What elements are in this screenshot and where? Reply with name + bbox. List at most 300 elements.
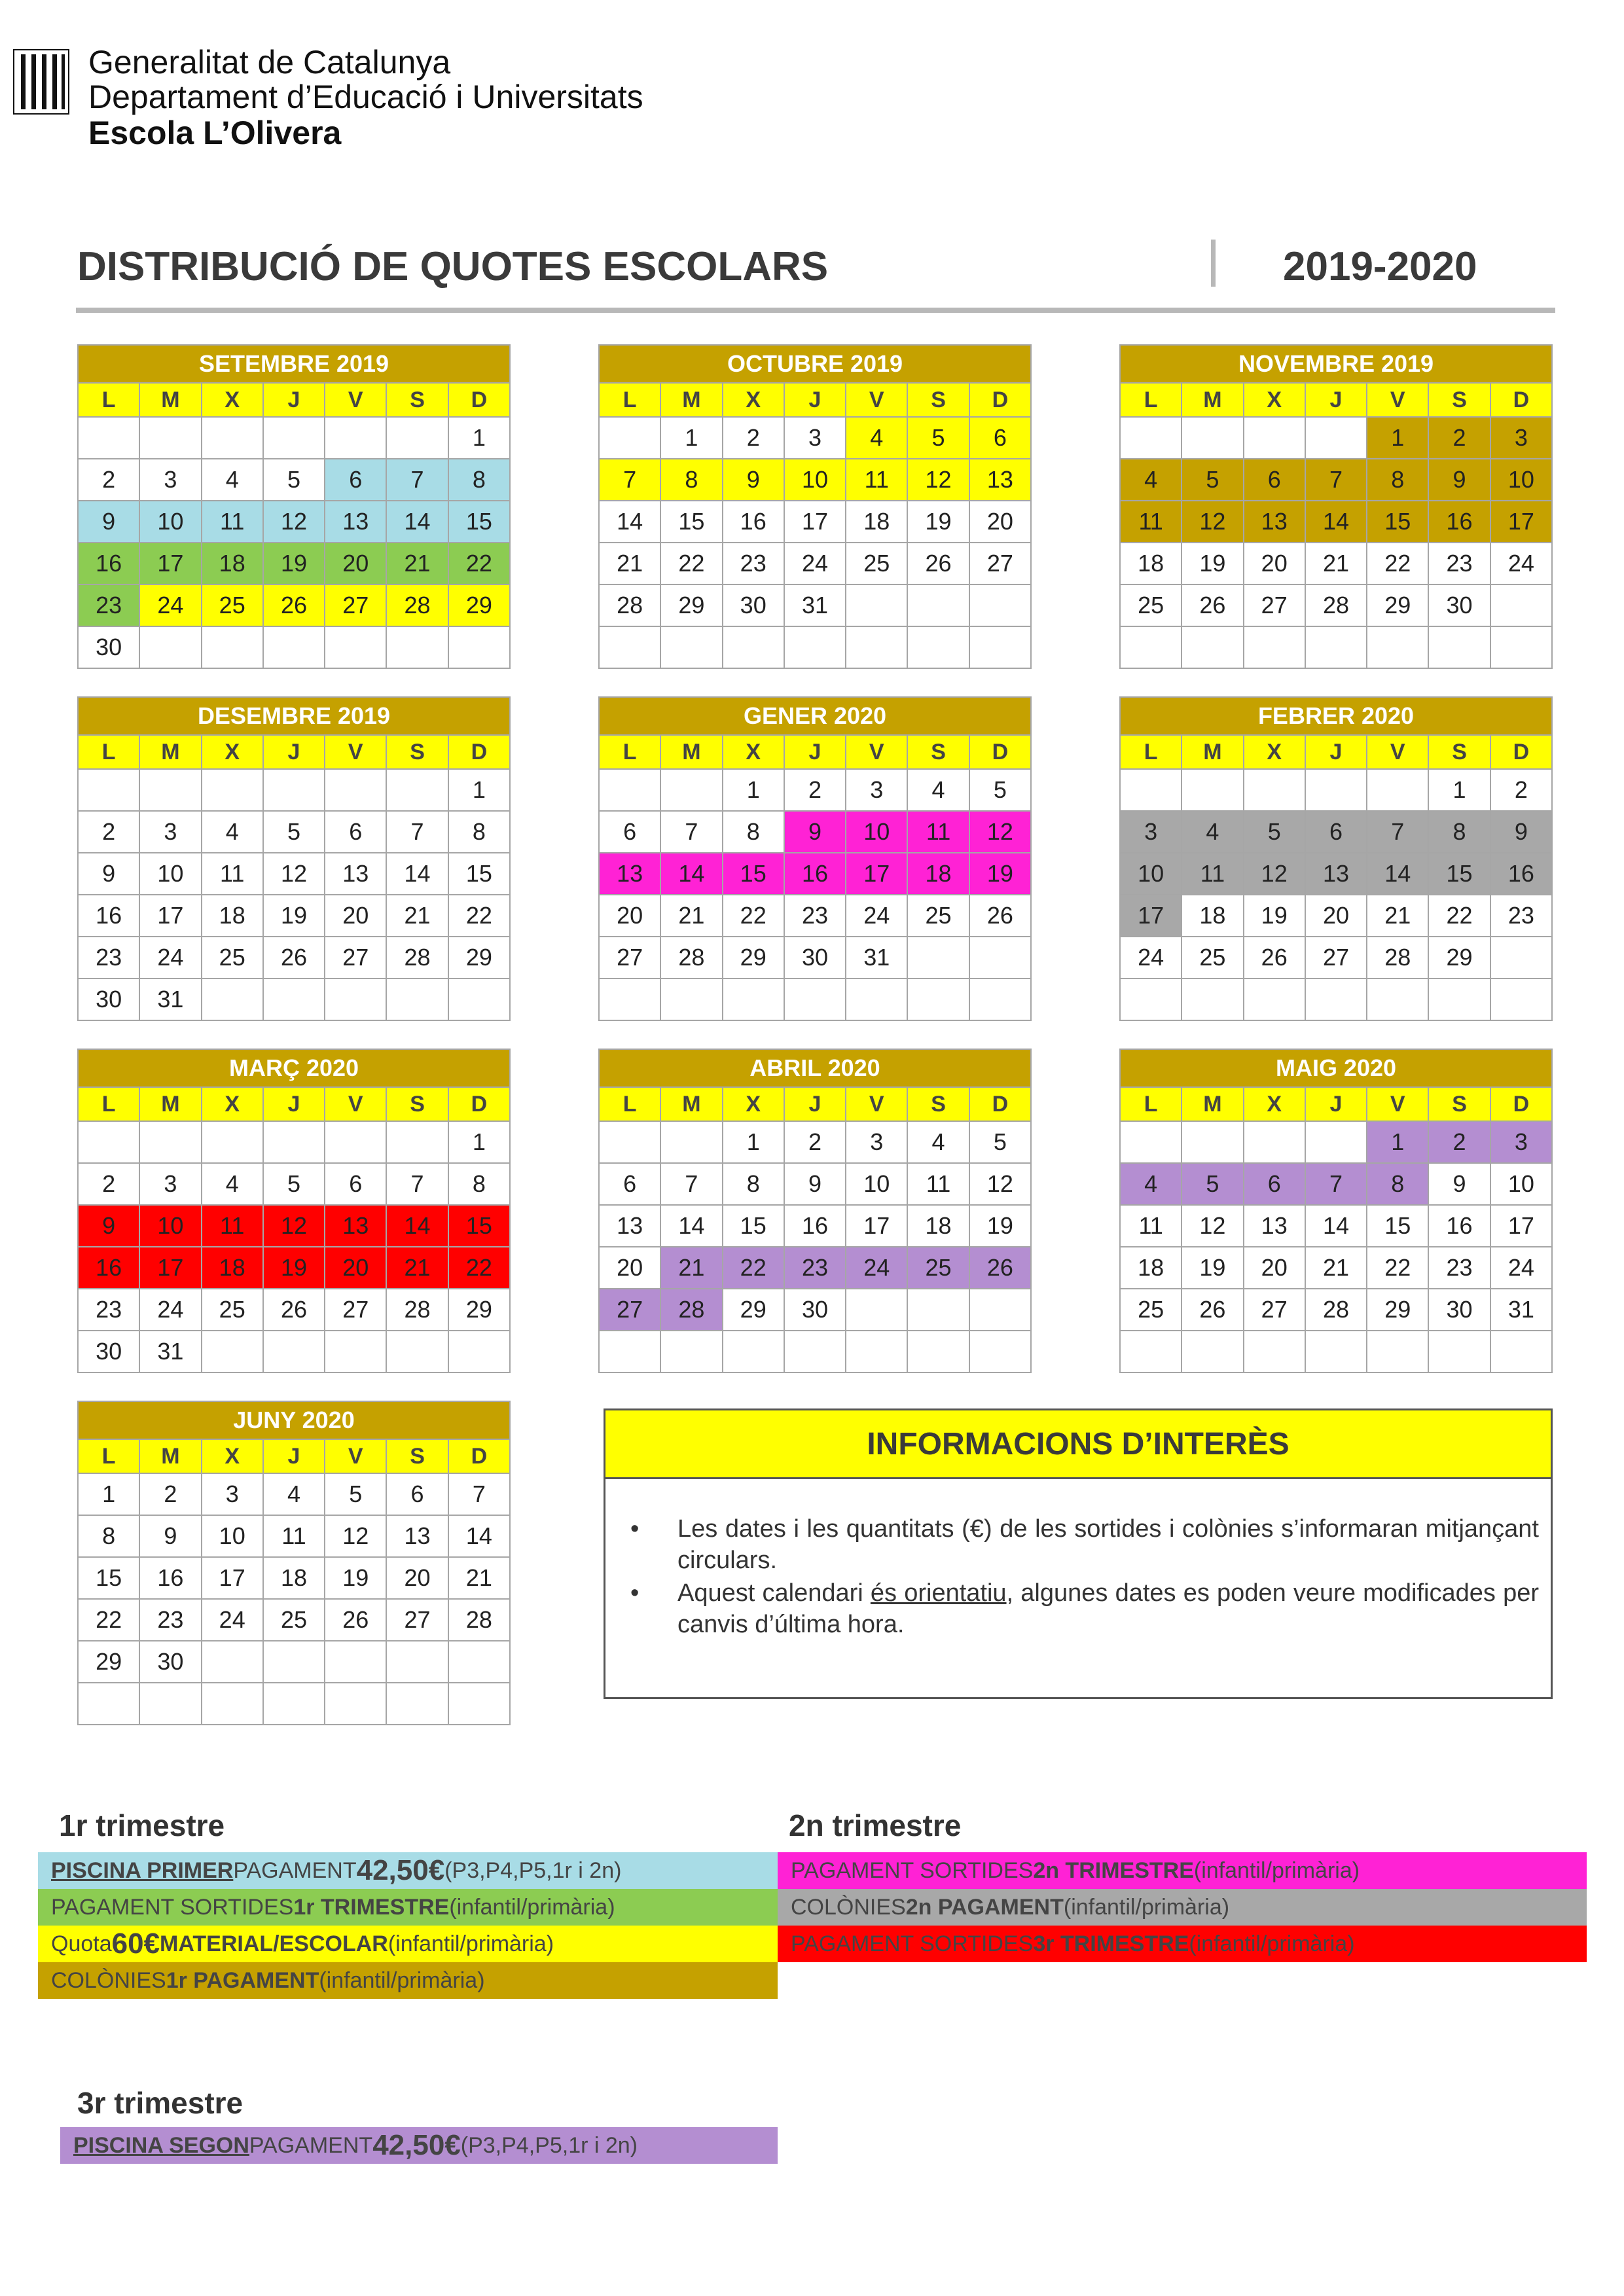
calendar-maig-2020 [1119, 1049, 1553, 1373]
day-cell: 1 [1367, 417, 1428, 459]
empty-cell [202, 1683, 263, 1725]
month-name: MAIG 2020 [1120, 1049, 1552, 1087]
weekday-header: M [139, 1439, 201, 1473]
empty-cell [448, 978, 510, 1020]
day-cell: 7 [386, 811, 448, 853]
empty-cell [448, 1331, 510, 1372]
day-cell: 7 [1305, 1163, 1367, 1205]
weekday-header: X [723, 383, 784, 417]
day-cell: 2 [723, 417, 784, 459]
day-cell: 1 [448, 769, 510, 811]
day-cell: 28 [660, 1289, 722, 1331]
empty-cell [907, 584, 969, 626]
legend-text: PAGAMENT [249, 2132, 373, 2158]
day-cell: 17 [784, 501, 846, 543]
calendar-desembre-2019 [77, 696, 511, 1021]
weekday-header: L [599, 735, 660, 769]
day-cell: 29 [448, 584, 510, 626]
day-cell: 24 [846, 1247, 907, 1289]
day-cell: 9 [78, 1205, 139, 1247]
day-cell: 29 [1367, 584, 1428, 626]
day-cell: 29 [660, 584, 722, 626]
day-cell: 20 [325, 543, 386, 584]
day-cell: 20 [1305, 895, 1367, 937]
empty-cell [202, 1121, 263, 1163]
empty-cell [448, 626, 510, 668]
day-cell: 3 [784, 417, 846, 459]
weekday-header: S [386, 1087, 448, 1121]
day-cell: 30 [78, 1331, 139, 1372]
calendar-table [1119, 1049, 1553, 1373]
day-cell: 31 [1490, 1289, 1552, 1331]
weekday-header: J [1305, 735, 1367, 769]
weekday-header: S [386, 1439, 448, 1473]
day-cell: 3 [846, 769, 907, 811]
day-cell: 5 [1244, 811, 1305, 853]
day-cell: 5 [907, 417, 969, 459]
day-cell: 6 [325, 459, 386, 501]
day-cell: 2 [1490, 769, 1552, 811]
day-cell: 18 [846, 501, 907, 543]
weekday-header: D [448, 735, 510, 769]
day-cell: 28 [1305, 1289, 1367, 1331]
day-cell: 28 [386, 584, 448, 626]
day-cell: 13 [599, 853, 660, 895]
empty-cell [386, 1121, 448, 1163]
empty-cell [1428, 626, 1490, 668]
day-cell: 16 [78, 1247, 139, 1289]
day-cell: 5 [969, 769, 1031, 811]
day-cell: 20 [386, 1557, 448, 1599]
empty-cell [78, 417, 139, 459]
day-cell: 15 [448, 853, 510, 895]
empty-cell [660, 978, 722, 1020]
empty-cell [1490, 626, 1552, 668]
legend-text: (infantil/primària) [1063, 1894, 1230, 1920]
day-cell: 11 [202, 1205, 263, 1247]
day-cell: 9 [1428, 459, 1490, 501]
weekday-header: J [263, 383, 325, 417]
weekday-header: L [1120, 383, 1182, 417]
day-cell: 18 [1182, 895, 1243, 937]
weekday-header: L [1120, 1087, 1182, 1121]
day-cell: 24 [784, 543, 846, 584]
catalan-flag-logo-icon [13, 49, 69, 115]
day-cell: 15 [448, 501, 510, 543]
legend-text: PAGAMENT [233, 1857, 357, 1883]
day-cell: 16 [784, 853, 846, 895]
day-cell: 9 [723, 459, 784, 501]
day-cell: 12 [325, 1515, 386, 1557]
day-cell: 12 [907, 459, 969, 501]
empty-cell [1244, 1121, 1305, 1163]
day-cell: 24 [1490, 543, 1552, 584]
empty-cell [1182, 626, 1243, 668]
empty-cell [599, 978, 660, 1020]
empty-cell [599, 1121, 660, 1163]
weekday-header: D [448, 383, 510, 417]
day-cell: 28 [1305, 584, 1367, 626]
empty-cell [386, 978, 448, 1020]
day-cell: 7 [1305, 459, 1367, 501]
empty-cell [1182, 417, 1243, 459]
empty-cell [325, 769, 386, 811]
day-cell: 17 [846, 853, 907, 895]
section-2n-trimestre: 2n trimestre [789, 1808, 962, 1842]
empty-cell [969, 584, 1031, 626]
day-cell: 7 [660, 811, 722, 853]
empty-cell [202, 769, 263, 811]
day-cell: 22 [448, 895, 510, 937]
day-cell: 5 [263, 1163, 325, 1205]
day-cell: 22 [448, 1247, 510, 1289]
day-cell: 28 [660, 937, 722, 978]
day-cell: 2 [78, 811, 139, 853]
day-cell: 10 [1120, 853, 1182, 895]
calendar-table [598, 1049, 1032, 1373]
weekday-header: X [202, 735, 263, 769]
legend-text: (infantil/primària) [319, 1967, 485, 1993]
empty-cell [969, 1289, 1031, 1331]
day-cell: 22 [1367, 1247, 1428, 1289]
empty-cell [599, 769, 660, 811]
empty-cell [263, 1641, 325, 1683]
day-cell: 12 [1244, 853, 1305, 895]
day-cell: 29 [448, 937, 510, 978]
day-cell: 13 [325, 853, 386, 895]
day-cell: 18 [263, 1557, 325, 1599]
day-cell: 1 [1428, 769, 1490, 811]
day-cell: 8 [1367, 459, 1428, 501]
day-cell: 24 [139, 1289, 201, 1331]
calendar-novembre-2019 [1119, 344, 1553, 669]
empty-cell [969, 1331, 1031, 1372]
empty-cell [846, 1289, 907, 1331]
day-cell: 20 [1244, 1247, 1305, 1289]
day-cell: 21 [1305, 543, 1367, 584]
empty-cell [1182, 1331, 1243, 1372]
day-cell: 21 [1305, 1247, 1367, 1289]
day-cell: 22 [78, 1599, 139, 1641]
day-cell: 7 [386, 459, 448, 501]
day-cell: 17 [139, 543, 201, 584]
legend-bold: 2n PAGAMENT [905, 1894, 1064, 1920]
empty-cell [1305, 1331, 1367, 1372]
day-cell: 13 [969, 459, 1031, 501]
day-cell: 3 [139, 811, 201, 853]
empty-cell [202, 978, 263, 1020]
month-name: OCTUBRE 2019 [599, 345, 1031, 383]
empty-cell [660, 1331, 722, 1372]
day-cell: 17 [1490, 1205, 1552, 1247]
info-text: Aquest calendari [677, 1579, 871, 1607]
legend-amount: 60€ [111, 1928, 160, 1960]
day-cell: 28 [448, 1599, 510, 1641]
day-cell: 7 [599, 459, 660, 501]
day-cell: 6 [325, 811, 386, 853]
section-3r-trimestre: 3r trimestre [77, 2086, 244, 2120]
empty-cell [448, 1683, 510, 1725]
weekday-header: X [1244, 383, 1305, 417]
empty-cell [263, 626, 325, 668]
empty-cell [907, 978, 969, 1020]
empty-cell [1490, 1331, 1552, 1372]
weekday-header: J [1305, 383, 1367, 417]
calendar-table [1119, 344, 1553, 669]
empty-cell [1182, 978, 1243, 1020]
legend-text: Quota [51, 1931, 112, 1956]
day-cell: 3 [846, 1121, 907, 1163]
day-cell: 25 [202, 1289, 263, 1331]
empty-cell [599, 417, 660, 459]
day-cell: 26 [325, 1599, 386, 1641]
day-cell: 23 [723, 543, 784, 584]
day-cell: 15 [660, 501, 722, 543]
day-cell: 20 [1244, 543, 1305, 584]
day-cell: 30 [784, 1289, 846, 1331]
day-cell: 19 [1182, 543, 1243, 584]
weekday-header: D [969, 1087, 1031, 1121]
day-cell: 1 [660, 417, 722, 459]
weekday-header: X [1244, 735, 1305, 769]
day-cell: 2 [139, 1473, 201, 1515]
day-cell: 8 [723, 1163, 784, 1205]
day-cell: 2 [784, 1121, 846, 1163]
day-cell: 5 [325, 1473, 386, 1515]
day-cell: 27 [325, 1289, 386, 1331]
empty-cell [202, 626, 263, 668]
empty-cell [139, 1683, 201, 1725]
empty-cell [1120, 1331, 1182, 1372]
day-cell: 19 [1244, 895, 1305, 937]
calendar-octubre-2019 [598, 344, 1032, 669]
day-cell: 10 [139, 501, 201, 543]
day-cell: 3 [139, 1163, 201, 1205]
weekday-header: J [263, 1439, 325, 1473]
empty-cell [599, 626, 660, 668]
info-text-underlined: és orientatiu [870, 1579, 1007, 1607]
empty-cell [325, 626, 386, 668]
empty-cell [448, 1641, 510, 1683]
legend-amount: 42,50€ [356, 1854, 445, 1886]
legend-piscina-segon [60, 2127, 778, 2164]
day-cell: 9 [139, 1515, 201, 1557]
day-cell: 8 [1367, 1163, 1428, 1205]
day-cell: 6 [1305, 811, 1367, 853]
weekday-header: D [969, 383, 1031, 417]
weekday-header: V [1367, 735, 1428, 769]
day-cell: 21 [1367, 895, 1428, 937]
day-cell: 27 [386, 1599, 448, 1641]
weekday-header: L [78, 1087, 139, 1121]
weekday-header: X [202, 383, 263, 417]
day-cell: 2 [1428, 1121, 1490, 1163]
empty-cell [1428, 978, 1490, 1020]
day-cell: 6 [599, 1163, 660, 1205]
day-cell: 7 [448, 1473, 510, 1515]
weekday-header: S [386, 735, 448, 769]
day-cell: 11 [1120, 501, 1182, 543]
day-cell: 22 [660, 543, 722, 584]
empty-cell [325, 1641, 386, 1683]
day-cell: 26 [263, 1289, 325, 1331]
empty-cell [1367, 626, 1428, 668]
day-cell: 18 [907, 1205, 969, 1247]
day-cell: 25 [846, 543, 907, 584]
day-cell: 31 [139, 978, 201, 1020]
day-cell: 27 [1244, 1289, 1305, 1331]
day-cell: 23 [78, 1289, 139, 1331]
day-cell: 29 [1428, 937, 1490, 978]
day-cell: 11 [1182, 853, 1243, 895]
weekday-header: S [907, 1087, 969, 1121]
day-cell: 15 [1367, 501, 1428, 543]
day-cell: 26 [969, 895, 1031, 937]
empty-cell [907, 1331, 969, 1372]
day-cell: 1 [1367, 1121, 1428, 1163]
day-cell: 25 [1120, 584, 1182, 626]
day-cell: 18 [202, 543, 263, 584]
day-cell: 9 [78, 501, 139, 543]
day-cell: 22 [1428, 895, 1490, 937]
empty-cell [784, 978, 846, 1020]
day-cell: 8 [723, 811, 784, 853]
legend-bold: 1r TRIMESTRE [293, 1894, 450, 1920]
legend-text: (infantil/primària) [1193, 1857, 1360, 1883]
legend-colonies-1r [38, 1962, 778, 1999]
empty-cell [325, 978, 386, 1020]
legend-text: (infantil/primària) [449, 1894, 615, 1920]
weekday-header: J [784, 383, 846, 417]
day-cell: 26 [1182, 584, 1243, 626]
page-title: DISTRIBUCIÓ DE QUOTES ESCOLARS [77, 244, 829, 289]
legend-text: COLÒNIES [791, 1894, 906, 1920]
day-cell: 2 [784, 769, 846, 811]
weekday-header: V [1367, 1087, 1428, 1121]
day-cell: 11 [1120, 1205, 1182, 1247]
empty-cell [386, 417, 448, 459]
empty-cell [386, 1641, 448, 1683]
day-cell: 8 [448, 811, 510, 853]
weekday-header: X [723, 1087, 784, 1121]
day-cell: 18 [202, 895, 263, 937]
day-cell: 14 [1305, 1205, 1367, 1247]
day-cell: 16 [723, 501, 784, 543]
day-cell: 20 [599, 895, 660, 937]
empty-cell [1305, 1121, 1367, 1163]
empty-cell [1244, 626, 1305, 668]
weekday-header: J [263, 735, 325, 769]
day-cell: 29 [723, 1289, 784, 1331]
day-cell: 14 [660, 853, 722, 895]
day-cell: 16 [78, 543, 139, 584]
empty-cell [969, 937, 1031, 978]
weekday-header: S [907, 735, 969, 769]
day-cell: 4 [1182, 811, 1243, 853]
day-cell: 6 [1244, 459, 1305, 501]
day-cell: 31 [139, 1331, 201, 1372]
day-cell: 19 [263, 895, 325, 937]
day-cell: 22 [448, 543, 510, 584]
bullet-icon: • [630, 1515, 640, 1543]
day-cell: 4 [907, 1121, 969, 1163]
day-cell: 1 [448, 417, 510, 459]
empty-cell [78, 1683, 139, 1725]
day-cell: 19 [969, 1205, 1031, 1247]
day-cell: 19 [969, 853, 1031, 895]
legend-sortides-3r [778, 1926, 1587, 1962]
day-cell: 6 [325, 1163, 386, 1205]
month-name: DESEMBRE 2019 [78, 697, 510, 735]
day-cell: 12 [1182, 1205, 1243, 1247]
weekday-header: L [78, 735, 139, 769]
day-cell: 23 [139, 1599, 201, 1641]
day-cell: 17 [1120, 895, 1182, 937]
empty-cell [846, 978, 907, 1020]
weekday-header: M [139, 383, 201, 417]
day-cell: 18 [1120, 1247, 1182, 1289]
day-cell: 10 [846, 811, 907, 853]
school-year: 2019-2020 [1283, 244, 1477, 289]
day-cell: 31 [846, 937, 907, 978]
day-cell: 18 [1120, 543, 1182, 584]
day-cell: 14 [386, 501, 448, 543]
day-cell: 9 [784, 1163, 846, 1205]
day-cell: 13 [325, 1205, 386, 1247]
legend-piscina-label: PISCINA SEGON [73, 2132, 249, 2158]
weekday-header: S [1428, 1087, 1490, 1121]
empty-cell [1244, 769, 1305, 811]
day-cell: 4 [202, 459, 263, 501]
day-cell: 29 [723, 937, 784, 978]
day-cell: 12 [263, 853, 325, 895]
info-box [604, 1408, 1553, 1699]
empty-cell [1182, 1121, 1243, 1163]
day-cell: 15 [448, 1205, 510, 1247]
day-cell: 8 [1428, 811, 1490, 853]
legend-text: PAGAMENT SORTIDES [791, 1931, 1034, 1956]
info-title: INFORMACIONS D’INTERÈS [605, 1410, 1551, 1479]
day-cell: 10 [139, 1205, 201, 1247]
day-cell: 16 [784, 1205, 846, 1247]
day-cell: 21 [448, 1557, 510, 1599]
legend-sortides-1r [38, 1889, 778, 1926]
empty-cell [969, 626, 1031, 668]
day-cell: 25 [263, 1599, 325, 1641]
day-cell: 12 [969, 811, 1031, 853]
legend-material [38, 1926, 778, 1962]
weekday-header: D [448, 1087, 510, 1121]
day-cell: 30 [1428, 584, 1490, 626]
day-cell: 13 [325, 501, 386, 543]
day-cell: 8 [78, 1515, 139, 1557]
empty-cell [723, 626, 784, 668]
day-cell: 21 [386, 895, 448, 937]
weekday-header: M [660, 383, 722, 417]
day-cell: 23 [78, 584, 139, 626]
day-cell: 21 [386, 543, 448, 584]
day-cell: 24 [139, 937, 201, 978]
day-cell: 12 [263, 501, 325, 543]
weekday-header: J [784, 1087, 846, 1121]
legend-bold: 1r PAGAMENT [166, 1967, 319, 1993]
weekday-header: D [969, 735, 1031, 769]
day-cell: 24 [1120, 937, 1182, 978]
weekday-header: V [325, 1087, 386, 1121]
calendar-table [77, 344, 511, 669]
weekday-header: M [660, 1087, 722, 1121]
month-name: ABRIL 2020 [599, 1049, 1031, 1087]
